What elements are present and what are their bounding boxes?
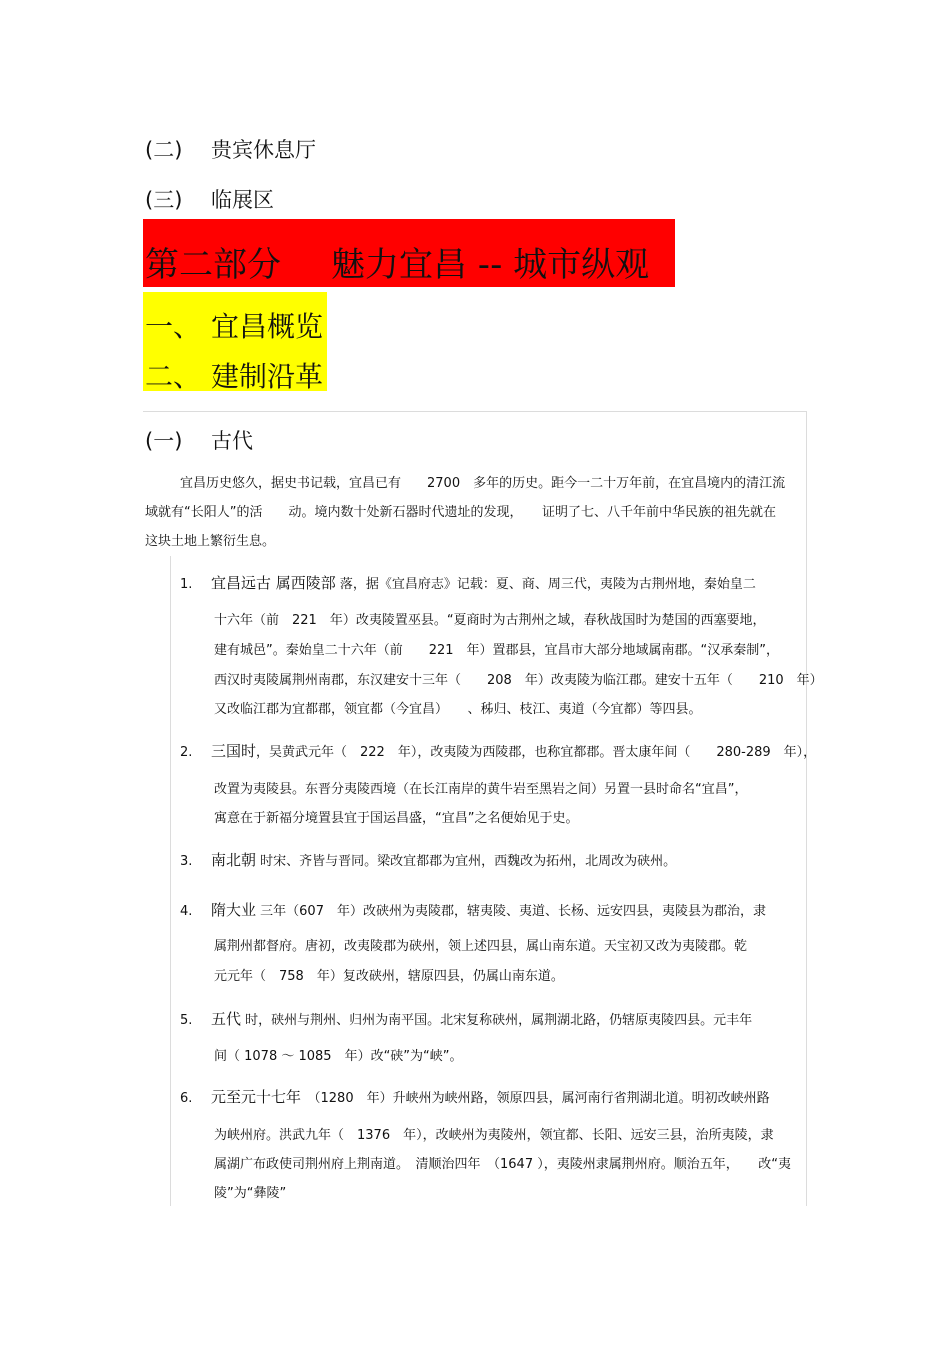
subsection-heading-ancient xyxy=(145,425,253,455)
list-item-line: 为峡州府。洪武九年（ 1376 年），改峡州为夷陵州，领宜都、长阳、远安三县，治所夷陵，隶 xyxy=(214,1128,774,1143)
list-item-line: 属荆州都督府。唐初，改夷陵郡为硖州，领上述四县，属山南东道。天宝初又改为夷陵郡。乾 xyxy=(214,939,748,954)
section-title: 临展区 xyxy=(211,188,274,212)
list-item-5 xyxy=(180,1008,752,1029)
list-item-3 xyxy=(180,849,676,870)
list-item-line: 建有城邑”。秦始皇二十六年（前 221 年）置郡县，宜昌市大部分地域属南郡。“汉承秦制”， xyxy=(214,643,780,658)
list-item-line: 改置为夷陵县。东晋分夷陵西境（在长江南岸的黄牛岩至黑岩之间）另置一县时命名“宜昌”， xyxy=(214,782,748,797)
section-heading-3 xyxy=(145,184,274,214)
section-number: (三) xyxy=(145,188,183,212)
section-number: (一) xyxy=(145,429,183,453)
list-item-text: 落，据《宜昌府志》记载：夏、商、周三代，夷陵为古荆州地，秦始皇二 xyxy=(335,577,756,592)
list-item-number: 6. xyxy=(180,1091,193,1106)
chapter-heading-2 xyxy=(145,355,323,395)
part-label: 第二部分 xyxy=(145,245,281,285)
list-item-heading: 南北朝 xyxy=(211,851,257,869)
chapter-title: 建制沿革 xyxy=(211,360,324,393)
list-item-number: 5. xyxy=(180,1013,193,1028)
list-item-number: 2. xyxy=(180,745,193,760)
list-item-heading: 元至元十七年 xyxy=(211,1088,302,1106)
list-item-text: 三年（607 年）改硖州为夷陵郡，辖夷陵、夷道、长杨、远安四县，夷陵县为郡治，隶 xyxy=(256,904,766,919)
part-heading xyxy=(145,237,649,286)
intro-line-3: 这块土地上繁衍生息。 xyxy=(145,534,276,549)
list-item-line: 寓意在于新福分境置县宜于国运昌盛，“宜昌”之名便始见于史。 xyxy=(214,811,579,826)
list-item-line: 陵”为“彝陵” xyxy=(214,1186,287,1201)
list-item-line: 属湖广布政使司荆州府上荆南道。 清顺治四年 （1647 ），夷陵州隶属荆州府。顺治五年， 改“夷 xyxy=(214,1157,791,1172)
list-item-number: 3. xyxy=(180,854,193,869)
list-item-4 xyxy=(180,899,766,920)
section-number: (二) xyxy=(145,138,183,162)
list-item-heading: 隋大业 xyxy=(211,901,257,919)
list-item-heading: 三国时 xyxy=(211,742,257,760)
list-item-line: 元元年（ 758 年）复改硖州，辖原四县，仍属山南东道。 xyxy=(214,969,564,984)
intro-line-2: 域就有“长阳人”的活 动。境内数十处新石器时代遗址的发现， 证明了七、八千年前中华民族的祖先就在 xyxy=(145,505,776,520)
list-item-2 xyxy=(180,740,816,761)
part-title: 魅力宜昌 -- 城市纵观 xyxy=(331,245,650,285)
list-item-number: 4. xyxy=(180,904,193,919)
list-item-number: 1. xyxy=(180,577,193,592)
list-item-text: ，吴黄武元年（ 222 年），改夷陵为西陵郡，也称宜都郡。晋太康年间（ 280-289 年）， xyxy=(256,745,817,760)
list-item-heading: 五代 xyxy=(211,1010,242,1028)
section-title: 贵宾休息厅 xyxy=(211,138,316,162)
list-item-text: 时，硖州与荆州、归州为南平国。北宋复称硖州，属荆湖北路，仍辖原夷陵四县。元丰年 xyxy=(241,1013,753,1028)
chapter-title: 宜昌概览 xyxy=(211,310,324,343)
list-item-line: 间（ 1078 ～ 1085 年）改“硖”为“峡”。 xyxy=(214,1049,463,1064)
list-item-line: 西汉时夷陵属荆州南郡，东汉建安十三年（ 208 年）改夷陵为临江郡。建安十五年（ 210 年） xyxy=(214,673,823,688)
intro-line-1: 宜昌历史悠久，据史书记载，宜昌已有 2700 多年的历史。距今一二十万年前，在宜昌境内的清江流 xyxy=(180,476,786,491)
chapter-heading-1 xyxy=(145,305,323,345)
section-title: 古代 xyxy=(211,429,253,453)
chapter-number: 一、 xyxy=(145,310,202,343)
list-item-1 xyxy=(180,572,756,593)
list-item-text: （1280 年）升峡州为峡州路，领原四县，属河南行省荆湖北道。明初改峡州路 xyxy=(301,1091,770,1106)
frame-border-right xyxy=(806,411,807,1206)
list-item-line: 又改临江郡为宜都郡，领宜都（今宜昌） 、秭归、枝江、夷道（今宜都）等四县。 xyxy=(214,702,702,717)
list-item-line: 十六年（前 221 年）改夷陵置巫县。“夏商时为古荆州之域，春秋战国时为楚国的西塞要地， xyxy=(214,613,766,628)
section-heading-2 xyxy=(145,134,316,164)
list-item-heading: 宜昌远古 属西陵部 xyxy=(211,574,336,592)
list-item-6 xyxy=(180,1086,770,1107)
list-item-text: 时宋、齐皆与晋同。梁改宜都郡为宜州，西魏改为拓州，北周改为硖州。 xyxy=(256,854,677,869)
chapter-number: 二、 xyxy=(145,360,202,393)
frame-border-top xyxy=(143,411,807,412)
frame-border-left xyxy=(170,556,171,1206)
